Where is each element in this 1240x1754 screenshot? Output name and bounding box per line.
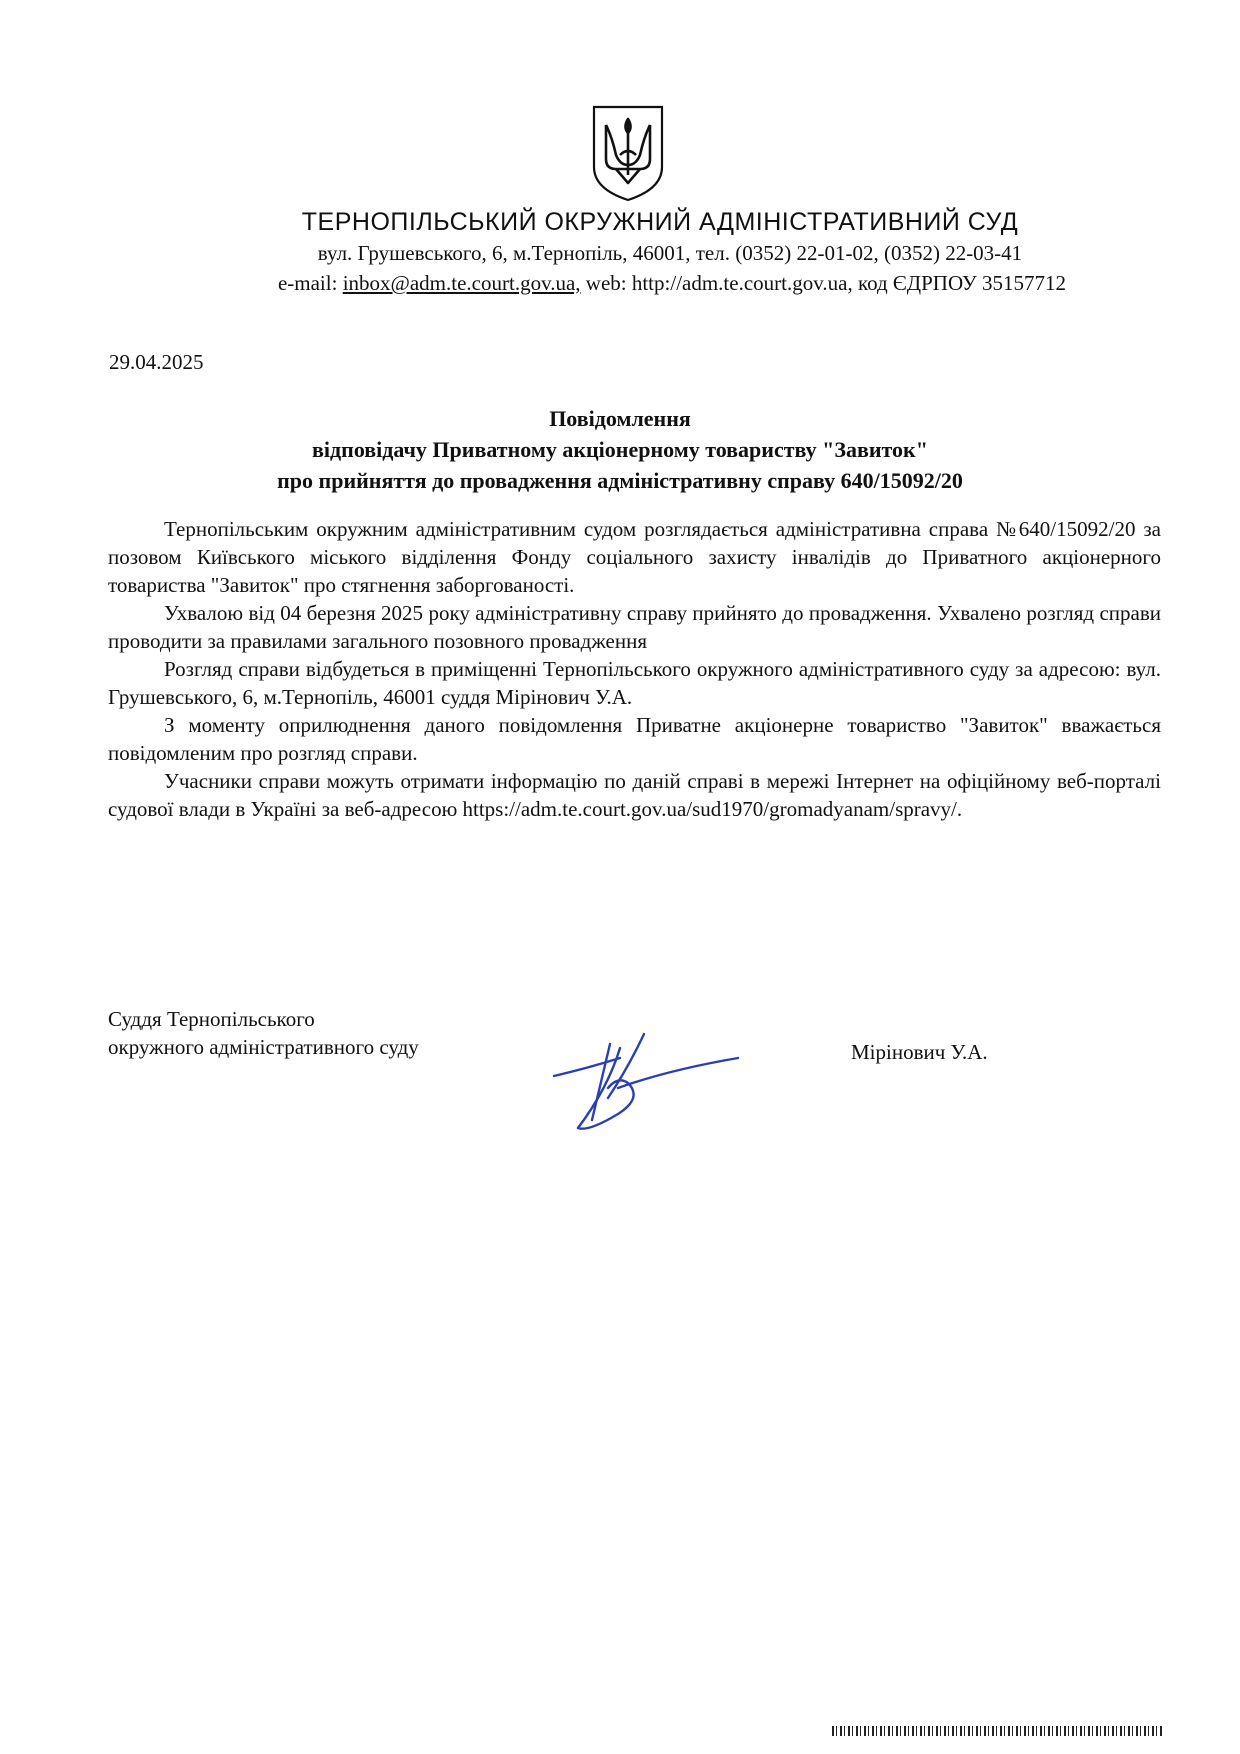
notice-body <box>108 515 1161 823</box>
document-date: 29.04.2025 <box>109 350 204 374</box>
paragraph-notification: З моменту оприлюднення даного повідомлення Приватне акціонерне товариство "Завиток" вважається повідомленим про розгляд справи. <box>108 713 1161 765</box>
notice-title <box>0 403 1240 496</box>
contacts-rest: web: http://adm.te.court.gov.ua, код ЄДРПОУ 35157712 <box>580 271 1067 295</box>
title-line-1: Повідомлення <box>549 406 691 431</box>
paragraph-venue: Розгляд справи відбудеться в приміщенні Тернопільського окружного адміністративного суду за адресою: вул. Грушевського, 6, м.Тернопіль, 46001 суддя Мірінович У.А. <box>108 657 1161 709</box>
document-barcode <box>832 1726 1162 1736</box>
court-address: вул. Грушевського, 6, м.Тернопіль, 46001, тел. (0352) 22-01-02, (0352) 22-03-41 <box>317 241 1023 265</box>
title-line-3: про прийняття до провадження адміністративну справу 640/15092/20 <box>277 468 963 493</box>
paragraph-case: Тернопільським окружним адміністративним судом розглядається адміністративна справа №640/15092/20 за позовом Київського міського відділення Фонду соціального захисту інвалідів до Приватного акціонерного товариства "Завиток" про стягнення заборгованості. <box>108 517 1161 597</box>
coat-of-arms-trident-icon <box>590 103 666 203</box>
paragraph-ruling: Ухвалою від 04 березня 2025 року адміністративну справу прийнято до провадження. Ухвалено розгляд справи проводити за правилами загального позовного провадження <box>108 601 1161 653</box>
handwritten-signature <box>548 1028 748 1148</box>
signer-position <box>108 1005 419 1061</box>
signer-position-line-1: Суддя Тернопільського <box>108 1007 315 1031</box>
title-line-2: відповідачу Приватному акціонерному товариству "Завиток" <box>312 437 928 462</box>
paragraph-info: Учасники справи можуть отримати інформацію по даній справі в мережі Інтернет на офіційному веб-порталі судової влади в Україні за веб-адресою https://adm.te.court.gov.ua/sud1970/gromadyanam/spravy/. <box>108 769 1161 821</box>
signer-name: Мірінович У.А. <box>851 1040 988 1064</box>
signer-position-line-2: окружного адміністративного суду <box>108 1035 419 1059</box>
court-contacts <box>0 271 1240 296</box>
court-name: ТЕРНОПІЛЬСЬКИЙ ОКРУЖНИЙ АДМІНІСТРАТИВНИЙ СУД <box>301 208 1019 236</box>
email-link[interactable]: inbox@adm.te.court.gov.ua, <box>342 271 581 295</box>
contacts-prefix: e-mail: <box>277 271 343 295</box>
